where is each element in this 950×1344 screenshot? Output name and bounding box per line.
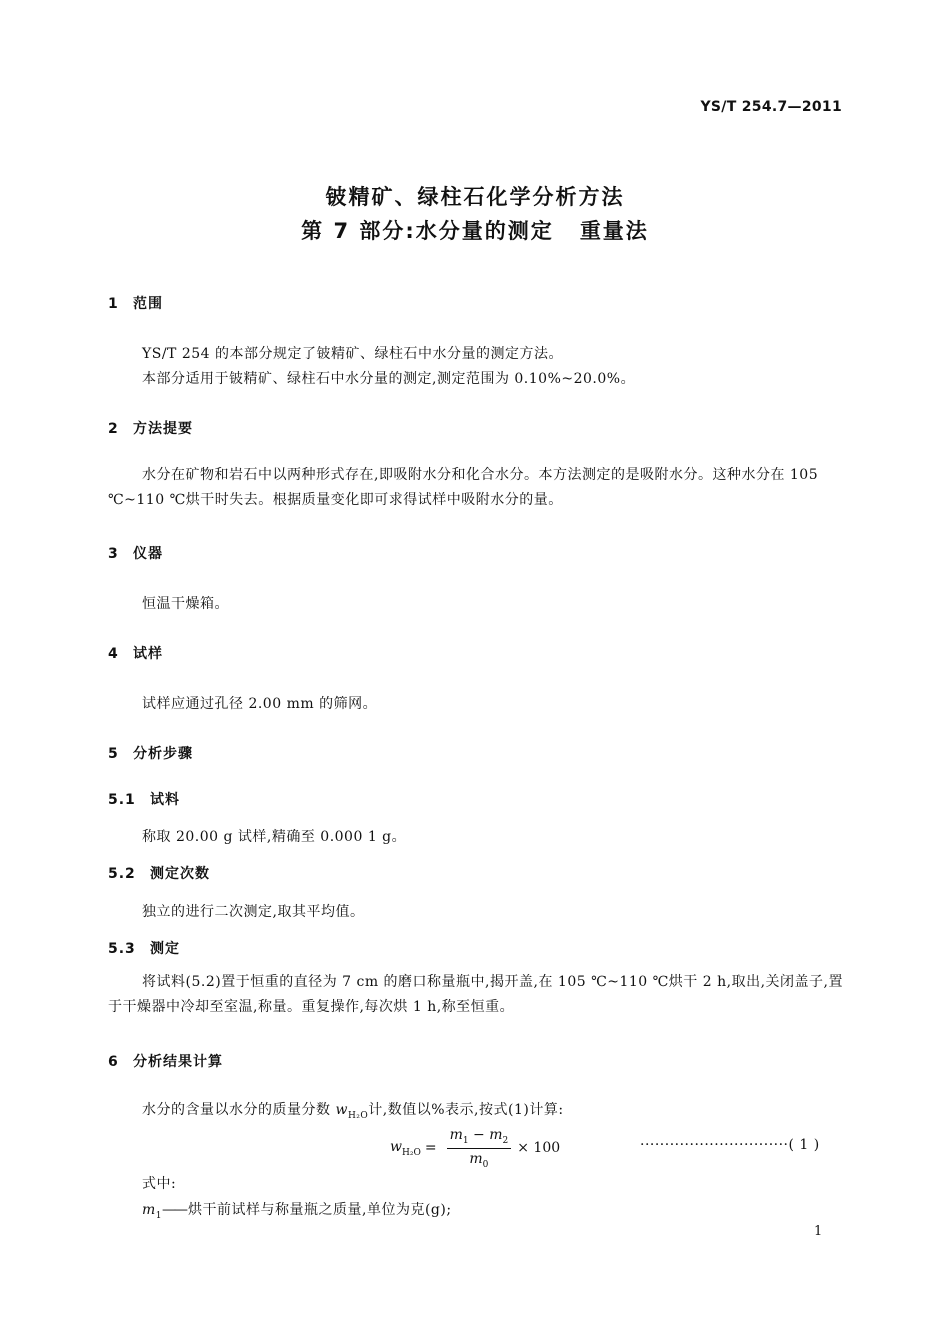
definition-m1: $m_1——$ 烘干前试样与称量瓶之质量,单位为克(g);	[142, 1202, 452, 1221]
section-5-3-heading: 5.3 测定	[108, 941, 180, 957]
formula-lhs: $w_{H_2O}$	[390, 1138, 421, 1158]
section-6-intro: 水分的含量以水分的质量分数 $w_{H_2O}$计,数值以%表示,按式(1)计算:	[142, 1102, 564, 1121]
formula-equals: =	[424, 1140, 437, 1156]
section-1-para-2: 本部分适用于铍精矿、绿柱石中水分量的测定,测定范围为 0.10%~20.0%。	[142, 371, 636, 387]
section-6-heading: 6 分析结果计算	[108, 1054, 223, 1070]
section-2-heading: 2 方法提要	[108, 421, 193, 437]
section-5-1-heading: 5.1 试料	[108, 792, 180, 808]
formula-1	[390, 1126, 561, 1170]
where-label: 式中:	[142, 1176, 177, 1192]
section-3-para-1: 恒温干燥箱。	[142, 596, 229, 612]
formula-times: × 100	[517, 1140, 561, 1156]
page-number: 1	[814, 1224, 823, 1239]
title-part-b: 重量法	[579, 219, 649, 243]
title-line-2	[0, 215, 950, 245]
section-1-para-1: YS/T 254 的本部分规定了铍精矿、绿柱石中水分量的测定方法。	[142, 346, 564, 362]
section-5-2-para: 独立的进行二次测定,取其平均值。	[142, 904, 365, 920]
section-4-para-1: 试样应通过孔径 2.00 mm 的筛网。	[142, 696, 378, 712]
section-2-para-1: 水分在矿物和岩石中以两种形式存在,即吸附水分和化合水分。本方法测定的是吸附水分。这种水分在 105 ℃~110 ℃烘干时失去。根据质量变化即可求得试样中吸附水分的量。	[108, 467, 819, 508]
standard-number: YS/T 254.7—2011	[700, 99, 842, 115]
section-5-3-para: 将试料(5.2)置于恒重的直径为 7 cm 的磨口称量瓶中,揭开盖,在 105 ℃~110 ℃烘干 2 h,取出,关闭盖子,置于干燥器中冷却至室温,称量。重复操作,每次烘 1 h,称至恒重。	[108, 974, 843, 1015]
formula-fraction	[447, 1127, 512, 1170]
section-3-heading: 3 仪器	[108, 546, 163, 562]
section-4-heading: 4 试样	[108, 646, 163, 662]
section-5-heading: 5 分析步骤	[108, 746, 193, 762]
formula-denominator: $m_0$	[469, 1150, 489, 1170]
equation-number: ······························( 1 )	[640, 1137, 820, 1153]
section-5-1-para: 称取 20.00 g 试样,精确至 0.000 1 g。	[142, 829, 407, 845]
title-part-a: 第 7 部分:水分量的测定	[301, 219, 554, 243]
title-line-1: 铍精矿、绿柱石化学分析方法	[325, 185, 625, 209]
section-1-heading: 1 范围	[108, 296, 163, 312]
section-5-2-heading: 5.2 测定次数	[108, 866, 210, 882]
formula-numerator: $m_1 - m_2$	[447, 1127, 512, 1149]
